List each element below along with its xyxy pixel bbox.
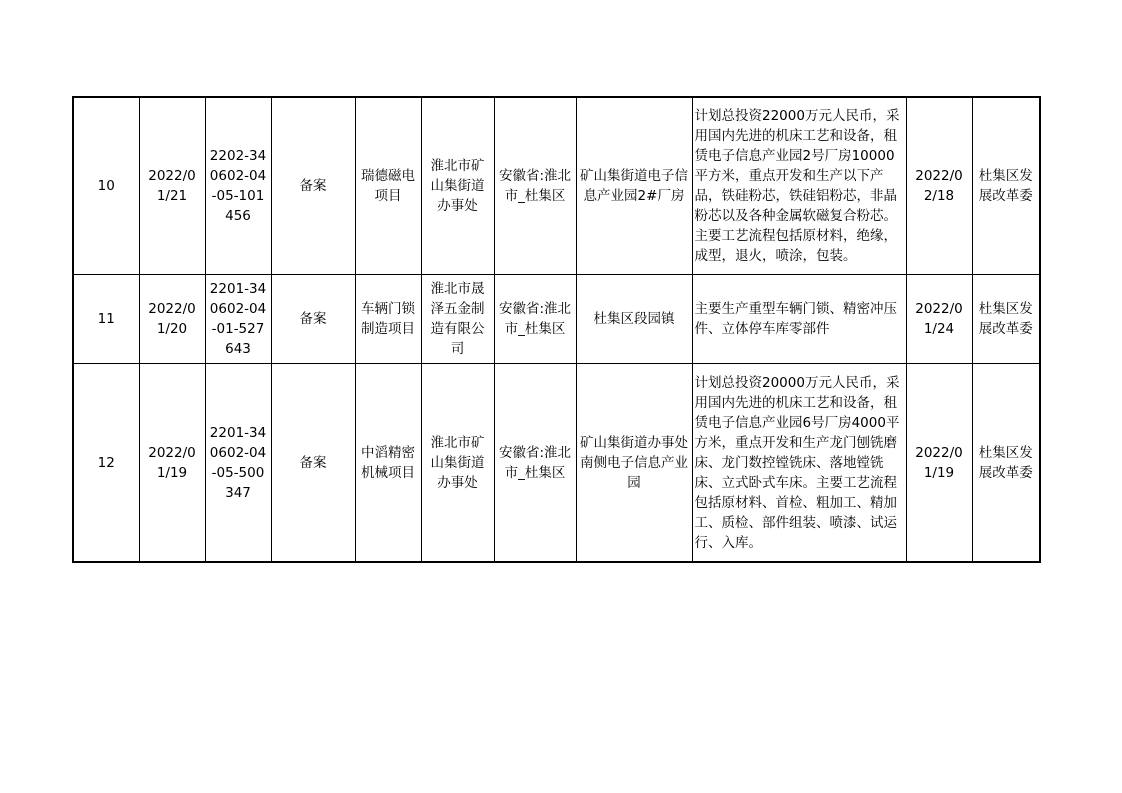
approval-date: 2022/01/19 xyxy=(906,364,972,563)
table-row xyxy=(73,97,1040,275)
table-row xyxy=(73,364,1040,563)
project-code: 2201-340602-04-05-500347 xyxy=(205,364,271,563)
row-number: 11 xyxy=(73,275,139,364)
project-location: 矿山集街道电子信息产业园2#厂房 xyxy=(576,97,692,275)
project-table xyxy=(72,96,1041,563)
project-description: 主要生产重型车辆门锁、精密冲压件、立体停车库零部件 xyxy=(692,275,906,364)
region: 安徽省:淮北市_杜集区 xyxy=(494,275,576,364)
applicant-unit: 淮北市矿山集街道办事处 xyxy=(421,97,494,275)
row-number: 12 xyxy=(73,364,139,563)
applicant-unit: 淮北市晟泽五金制造有限公司 xyxy=(421,275,494,364)
project-name: 车辆门锁制造项目 xyxy=(355,275,421,364)
department: 杜集区发展改革委 xyxy=(972,97,1040,275)
approval-date: 2022/01/24 xyxy=(906,275,972,364)
row-number: 10 xyxy=(73,97,139,275)
record-type: 备案 xyxy=(271,364,355,563)
project-description: 计划总投资22000万元人民币，采用国内先进的机床工艺和设备，租赁电子信息产业园2号厂房10000平方米，重点开发和生产以下产品，铁硅粉芯，铁硅铝粉芯，非晶粉芯以及各种金属软磁复合粉芯。主要工艺流程包括原材料，绝缘，成型，退火，喷涂，包装。 xyxy=(694,108,900,264)
record-type: 备案 xyxy=(271,97,355,275)
approval-date: 2022/02/18 xyxy=(906,97,972,275)
record-type: 备案 xyxy=(271,275,355,364)
department: 杜集区发展改革委 xyxy=(972,275,1040,364)
region: 安徽省:淮北市_杜集区 xyxy=(494,364,576,563)
project-location: 矿山集街道办事处南侧电子信息产业园 xyxy=(576,364,692,563)
project-code: 2202-340602-04-05-101456 xyxy=(205,97,271,275)
region: 安徽省:淮北市_杜集区 xyxy=(494,97,576,275)
filing-date: 2022/01/19 xyxy=(139,364,205,563)
table-row xyxy=(73,275,1040,364)
project-description: 计划总投资20000万元人民币，采用国内先进的机床工艺和设备，租赁电子信息产业园6号厂房4000平方米，重点开发和生产龙门刨铣磨床、龙门数控镗铣床、落地镗铣床、立式卧式车床。主要工艺流程包括原材料、首检、粗加工、精加工、质检、部件组装、喷漆、试运行、入库。 xyxy=(692,364,906,563)
project-name: 中滔精密机械项目 xyxy=(355,364,421,563)
filing-date: 2022/01/20 xyxy=(139,275,205,364)
applicant-unit: 淮北市矿山集街道办事处 xyxy=(421,364,494,563)
project-name: 瑞德磁电项目 xyxy=(355,97,421,275)
project-code: 2201-340602-04-01-527643 xyxy=(205,275,271,364)
filing-date: 2022/01/21 xyxy=(139,97,205,275)
project-location: 杜集区段园镇 xyxy=(576,275,692,364)
department: 杜集区发展改革委 xyxy=(972,364,1040,563)
project-description-cell xyxy=(692,97,906,275)
